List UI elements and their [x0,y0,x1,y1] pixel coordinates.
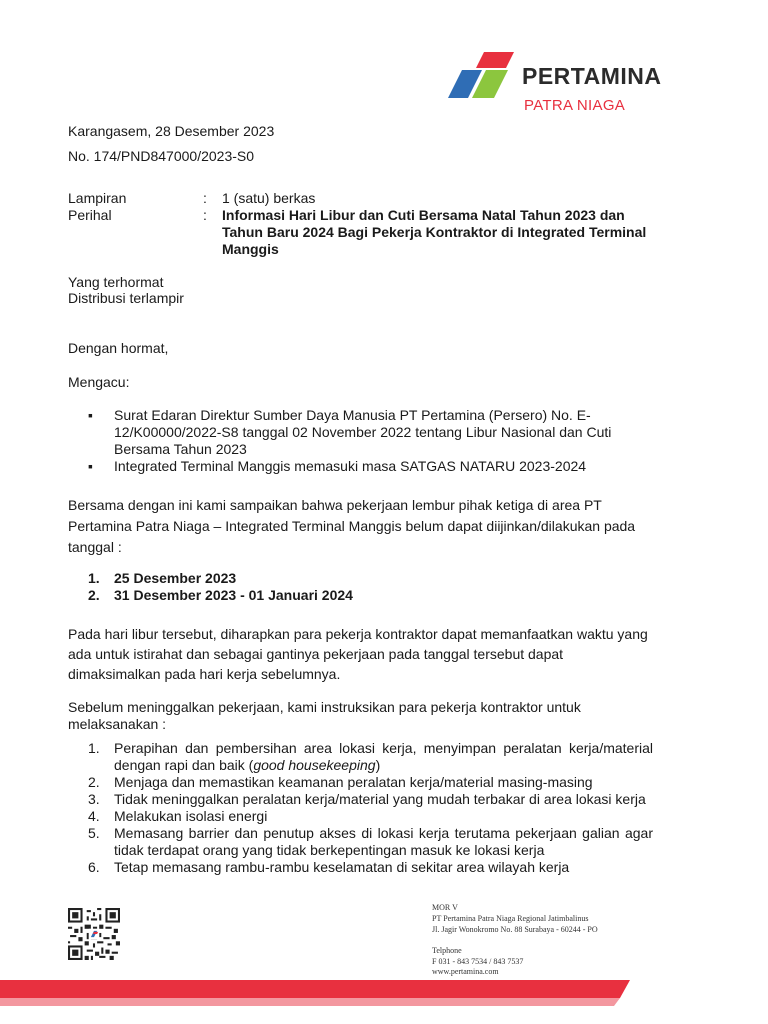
qr-code-icon [68,908,120,960]
lampiran-colon: : [203,190,207,206]
instruction-item [88,825,653,859]
date-text: 31 Desember 2023 - 01 Januari 2024 [114,587,353,603]
date-item [88,587,588,604]
footer-stripe [0,976,768,1024]
date-number: 1. [88,570,100,586]
instruction-item [88,791,653,808]
instruction-text: Perapihan dan pembersihan area lokasi kerja, menyimpan peralatan kerja/material dengan rapi dan baik ( [114,740,653,773]
bullet-icon: ▪ [88,458,93,474]
instruction-number: 4. [88,808,100,824]
footer-company: PT Pertamina Patra Niaga Regional Jatimbalinus [432,914,589,923]
reference-list [88,407,648,475]
footer-phone: F 031 - 843 7534 / 843 7537 [432,957,524,966]
reference-text: Surat Edaran Direktur Sumber Daya Manusia PT Pertamina (Persero) No. E-12/K00000/2022-S8 tanggal 02 November 2022 tentang Libur Nasional dan Cuti Bersama Tahun 2023 [114,407,612,457]
footer-telphone-label: Telphone [432,946,462,955]
footer-website: www.pertamina.com [432,967,499,976]
reference-item [88,407,648,458]
instruction-number: 6. [88,859,100,875]
letter-number: No. 174/PND847000/2023-S0 [68,148,255,164]
holiday-paragraph: Pada hari libur tersebut, diharapkan para pekerja kontraktor dapat memanfaatkan waktu yang ada untuk istirahat dan sebagai gantinya pekerjaan pada tanggal tersebut dapat dimaksimalkan pada hari kerja sebelumnya. [68,626,648,682]
date-text: 25 Desember 2023 [114,570,237,586]
instruction-number: 3. [88,791,100,807]
perihal-label: Perihal [68,207,112,223]
instruction-item [88,808,653,825]
salutation: Dengan hormat, [68,340,169,356]
instruction-text: Tetap memasang rambu-rambu keselamatan di sekitar area wilayah kerja [114,859,570,875]
instruction-text: Menjaga dan memastikan keamanan peralatan kerja/material masing-masing [114,774,593,790]
mengacu-label: Mengacu: [68,374,130,390]
footer-mor: MOR V [432,903,458,912]
instruction-item [88,740,653,774]
date-number: 2. [88,587,100,603]
instruction-list [88,740,653,876]
perihal-colon: : [203,207,207,223]
place-date: Karangasem, 28 Desember 2023 [68,123,275,139]
pertamina-logo-icon [448,52,520,100]
bullet-icon: ▪ [88,407,93,423]
instruction-number: 5. [88,825,100,841]
instruction-text: Melakukan isolasi energi [114,808,268,824]
instruction-number: 1. [88,740,100,756]
instruction-number: 2. [88,774,100,790]
recipient-line1: Yang terhormat [68,274,164,290]
intro-paragraph: Bersama dengan ini kami sampaikan bahwa pekerjaan lembur pihak ketiga di area PT Pertamina Patra Niaga – Integrated Terminal Manggis belum dapat diijinkan/dilakukan pada tanggal : [68,497,636,555]
perihal-value: Informasi Hari Libur dan Cuti Bersama Natal Tahun 2023 dan Tahun Baru 2024 Bagi Pekerja Kontraktor di Integrated Terminal Manggis [222,207,647,257]
brand-name: PERTAMINA [522,63,662,89]
instruction-text: Tidak meninggalkan peralatan kerja/material yang mudah terbakar di area lokasi kerja [114,791,646,807]
date-list [88,570,588,604]
instruction-item [88,774,653,791]
reference-item [88,458,648,475]
instruction-tail: ) [375,757,381,773]
lampiran-value: 1 (satu) berkas [222,190,316,206]
date-item [88,570,588,587]
reference-text: Integrated Terminal Manggis memasuki masa SATGAS NATARU 2023-2024 [114,458,587,474]
pertamina-logo [448,52,668,118]
lampiran-label: Lampiran [68,190,127,206]
instruction-emphasis: good housekeeping [253,757,376,773]
recipient-line2: Distribusi terlampir [68,290,184,306]
instruction-intro: Sebelum meninggalkan pekerjaan, kami instruksikan para pekerja kontraktor untuk melaksanakan : [68,699,581,732]
instruction-text: Memasang barrier dan penutup akses di lokasi kerja terutama pekerjaan galian agar tidak terdapat orang yang tidak berkepentingan masuk ke lokasi kerja [114,825,653,858]
instruction-item [88,859,653,876]
brand-subname: PATRA NIAGA [524,97,626,114]
footer-address: Jl. Jagir Wonokromo No. 88 Surabaya - 60244 - PO [432,925,598,934]
